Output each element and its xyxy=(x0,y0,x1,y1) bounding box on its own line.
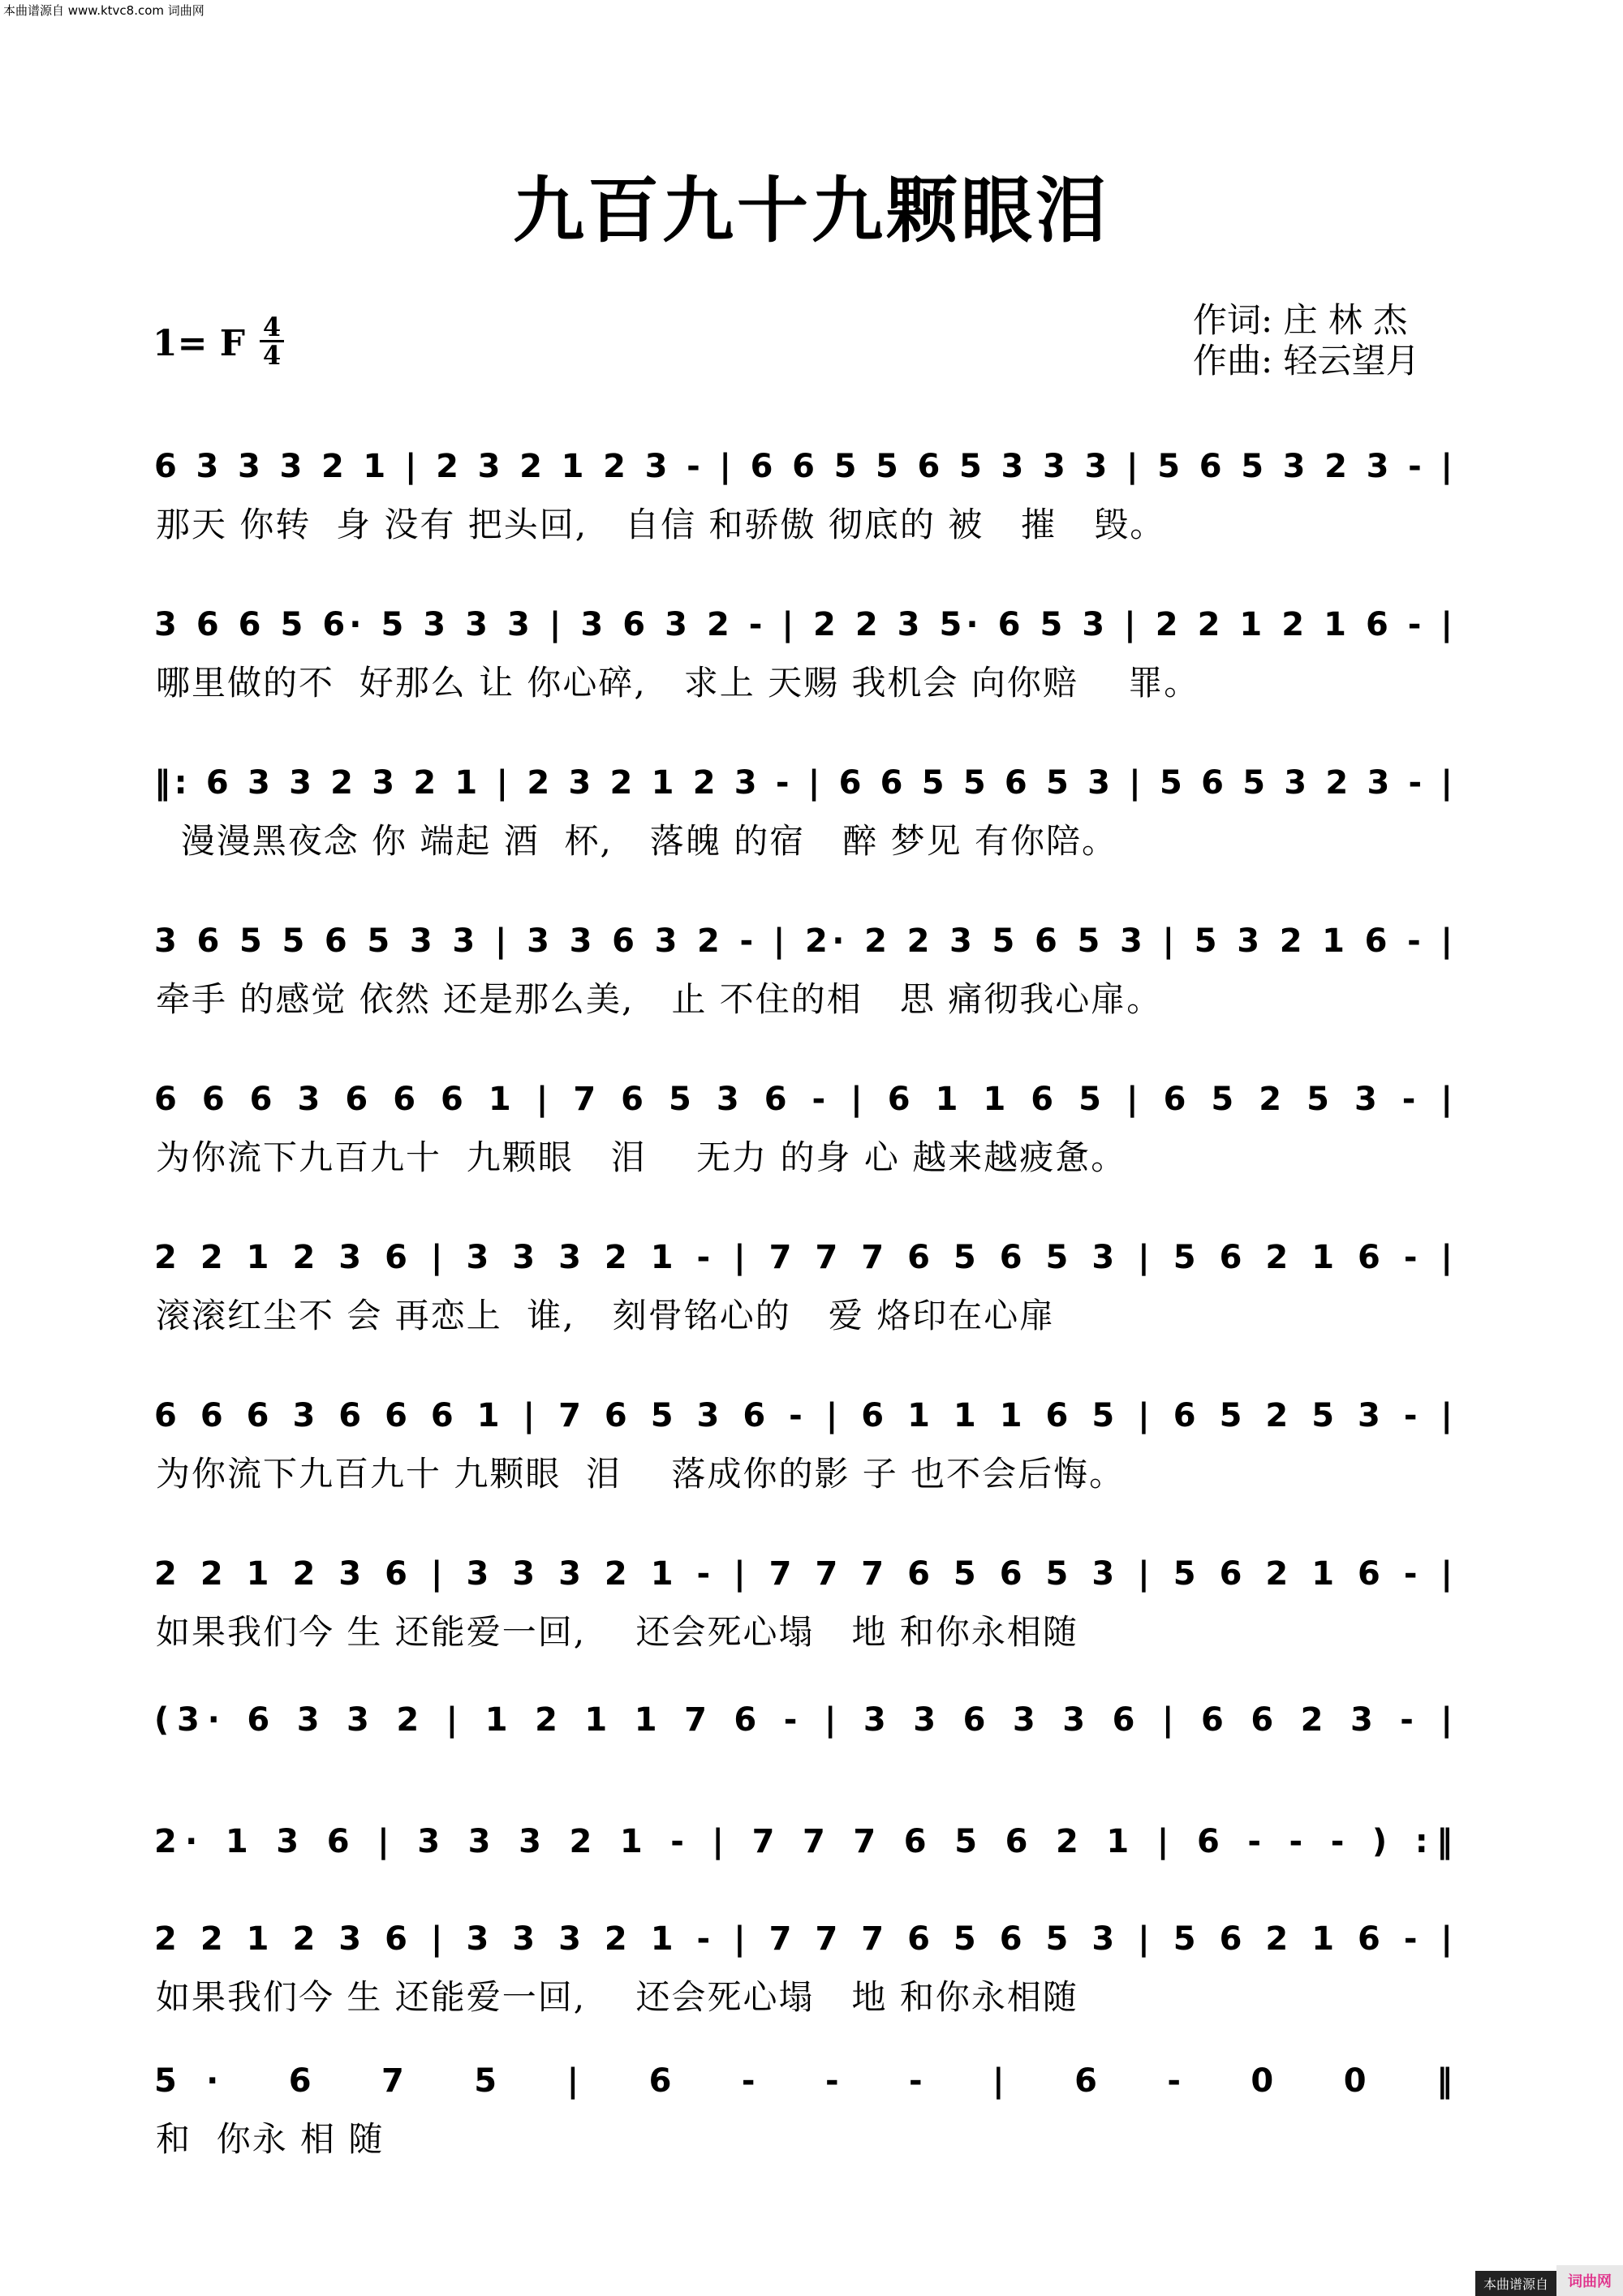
note-line xyxy=(154,755,1469,811)
song-title: 九百九十九颗眼泪 xyxy=(512,168,1110,252)
lyric-line: 和 你永 相 随 xyxy=(156,2119,385,2159)
note-text: 6 6 6 3 6 6 6 1 | 7 6 5 3 6 - | 6 1 1 6 5 | 6 5 2 5 3 - | xyxy=(154,1081,1453,1118)
lyric-line: 如果我们今 生 还能爱一回, 还会死心塌 地 和你永相随 xyxy=(156,1612,1078,1652)
note-text: (3· 6 3 3 2 | 1 2 1 1 7 6 - | 3 3 6 3 3 6 | 6 6 2 3 - | xyxy=(154,1701,1453,1739)
note-line xyxy=(154,1071,1469,1128)
note-line xyxy=(154,1229,1469,1286)
note-line xyxy=(154,1387,1469,1444)
note-text: 5· 6 7 5 | 6 - - - | 6 - 0 0 ‖ xyxy=(154,2062,1453,2100)
lyric-line: 牵手 的感觉 依然 还是那么美, 止 不住的相 思 痛彻我心扉。 xyxy=(156,979,1163,1019)
lyric-line: 滚滚红尘不 会 再恋上 谁, 刻骨铭心的 爱 烙印在心扉 xyxy=(156,1296,1056,1335)
note-text: ‖: 6 3 3 2 3 2 1 | 2 3 2 1 2 3 - | 6 6 5 5 6 5 3 | 5 6 5 3 2 3 - | xyxy=(154,764,1453,802)
footer-source: 本曲谱源自 xyxy=(1475,2271,1556,2296)
composer-credit: 作曲: 轻云望月 xyxy=(1193,341,1420,381)
note-line xyxy=(154,596,1469,653)
note-line xyxy=(154,2053,1469,2109)
note-text: 6 3 3 3 2 1 | 2 3 2 1 2 3 - | 6 6 5 5 6 5 3 3 3 | 5 6 5 3 2 3 - | xyxy=(154,448,1453,485)
lyric-line: 哪里做的不 好那么 让 你心碎, 求上 天赐 我机会 向你赔 罪。 xyxy=(156,663,1200,703)
note-line xyxy=(154,438,1469,495)
footer-site-logo: 词曲网 xyxy=(1556,2265,1623,2296)
lyric-line: 那天 你转 身 没有 把头回, 自信 和骄傲 彻底的 被 摧 毁。 xyxy=(156,505,1166,544)
lyricist-credit: 作词: 庄 林 杰 xyxy=(1193,300,1408,340)
lyric-line: 漫漫黑夜念 你 端起 酒 杯, 落魄 的宿 醉 梦见 有你陪。 xyxy=(156,821,1117,861)
note-text: 2 2 1 2 3 6 | 3 3 3 2 1 - | 7 7 7 6 5 6 5 3 | 5 6 2 1 6 - | xyxy=(154,1239,1453,1276)
note-text: 2 2 1 2 3 6 | 3 3 3 2 1 - | 7 7 7 6 5 6 5 3 | 5 6 2 1 6 - | xyxy=(154,1555,1453,1593)
time-signature-bottom: 4 xyxy=(262,340,282,371)
key-signature: 1= F xyxy=(153,323,246,364)
note-line xyxy=(154,913,1469,970)
note-text: 2· 1 3 6 | 3 3 3 2 1 - | 7 7 7 6 5 6 2 1 | 6 - - - ) :‖ xyxy=(154,1823,1453,1860)
note-text: 3 6 6 5 6· 5 3 3 3 | 3 6 3 2 - | 2 2 3 5· 6 5 3 | 2 2 1 2 1 6 - | xyxy=(154,606,1453,643)
lyric-line: 如果我们今 生 还能爱一回, 还会死心塌 地 和你永相随 xyxy=(156,1977,1078,2017)
lyric-line: 为你流下九百九十 九颗眼 泪 无力 的身 心 越来越疲惫。 xyxy=(156,1137,1127,1177)
time-signature-top: 4 xyxy=(262,312,282,342)
note-text: 6 6 6 3 6 6 6 1 | 7 6 5 3 6 - | 6 1 1 1 6 5 | 6 5 2 5 3 - | xyxy=(154,1397,1453,1434)
note-text: 3 6 5 5 6 5 3 3 | 3 3 6 3 2 - | 2· 2 2 3 5 6 5 3 | 5 3 2 1 6 - | xyxy=(154,922,1453,960)
note-line xyxy=(154,1911,1469,1967)
note-line xyxy=(154,1546,1469,1602)
watermark-header: 本曲谱源自 www.ktvc8.com 词曲网 xyxy=(3,3,204,18)
note-line xyxy=(154,1813,1469,1870)
note-line xyxy=(154,1692,1469,1748)
time-signature xyxy=(260,312,284,371)
lyric-line: 为你流下九百九十 九颗眼 泪 落成你的影 子 也不会后悔。 xyxy=(156,1454,1126,1494)
note-text: 2 2 1 2 3 6 | 3 3 3 2 1 - | 7 7 7 6 5 6 5 3 | 5 6 2 1 6 - | xyxy=(154,1920,1453,1958)
footer xyxy=(1475,2265,1623,2296)
